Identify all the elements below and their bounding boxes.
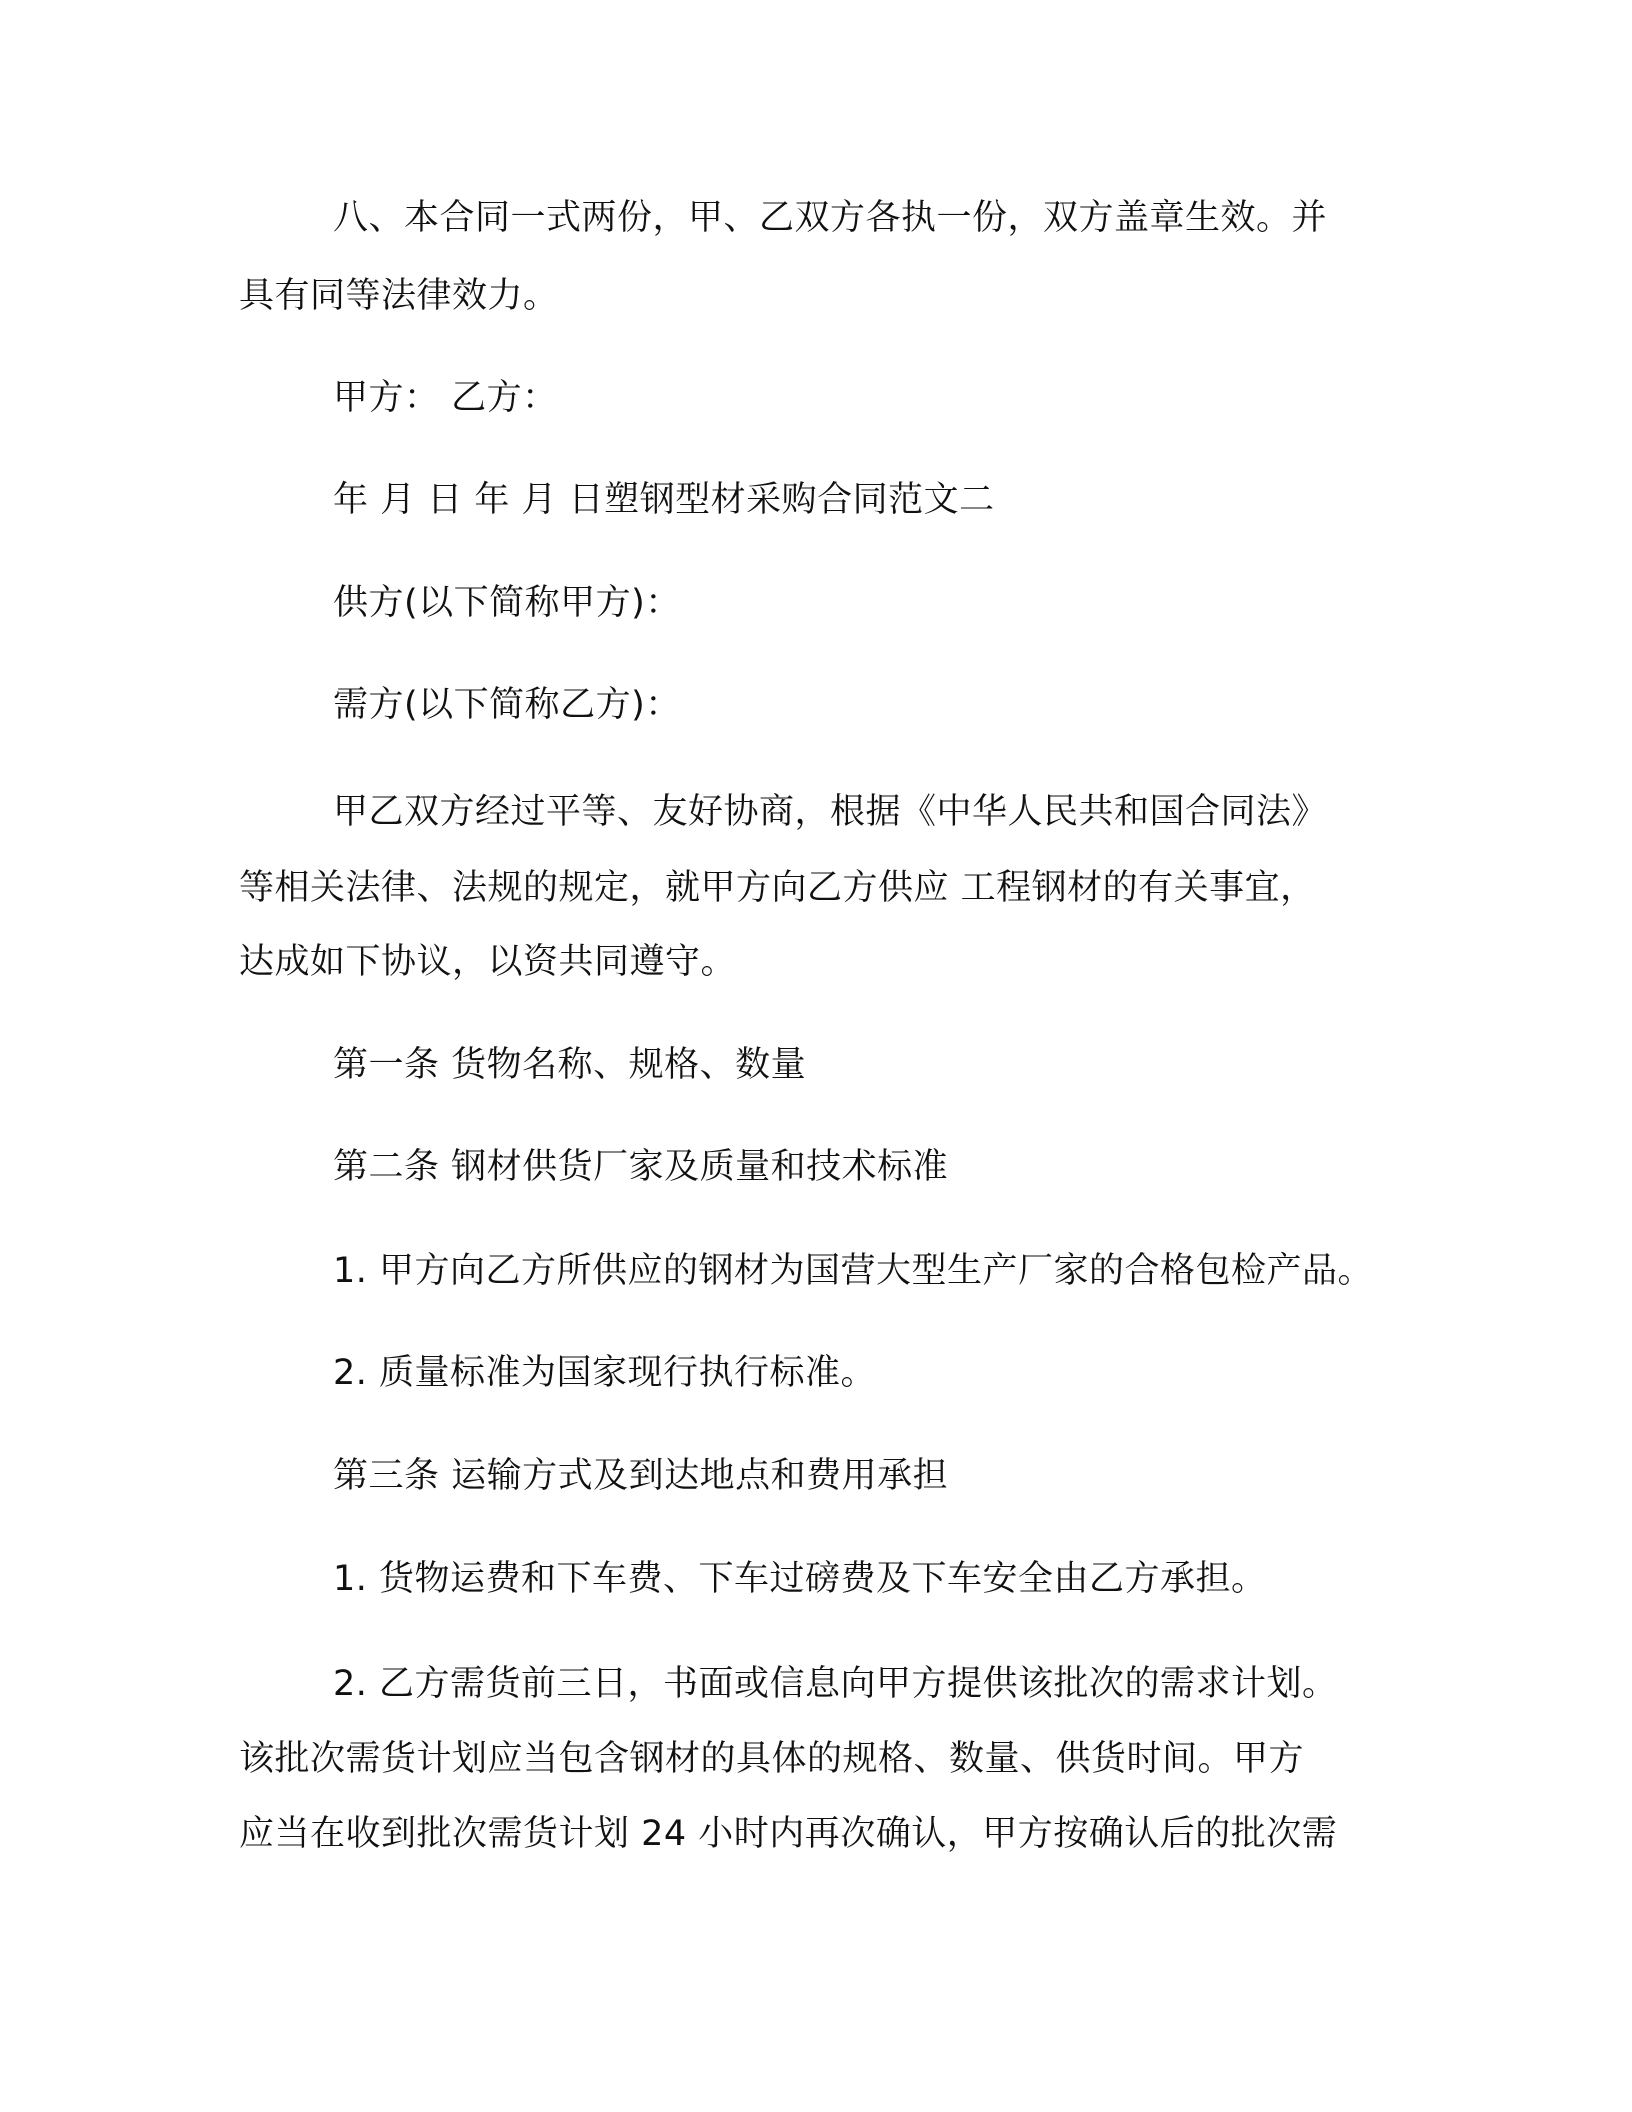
preamble-line-2: 等相关法律、法规的规定，就甲方向乙方供应 工程钢材的有关事宜， [239, 868, 1316, 908]
date-and-title-line: 年 月 日 年 月 日塑钢型材采购合同范文二 [333, 480, 995, 520]
preamble-line-3: 达成如下协议，以资共同遵守。 [239, 942, 737, 982]
article-3-heading: 第三条 运输方式及到达地点和费用承担 [333, 1456, 949, 1496]
article-3-item-1: 1. 货物运费和下车费、下车过磅费及下车安全由乙方承担。 [333, 1559, 1267, 1599]
preamble-line-1: 甲乙双方经过平等、友好协商，根据《中华人民共和国合同法》 [333, 792, 1328, 832]
article-2-heading: 第二条 钢材供货厂家及质量和技术标准 [333, 1147, 949, 1187]
buyer-line: 需方(以下简称乙方)： [333, 685, 681, 725]
signature-parties: 甲方： 乙方： [333, 378, 558, 418]
clause-8-line-1: 八、本合同一式两份，甲、乙双方各执一份，双方盖章生效。并 [333, 198, 1328, 238]
article-2-item-1: 1. 甲方向乙方所供应的钢材为国营大型生产厂家的合格包检产品。 [333, 1251, 1374, 1291]
article-2-item-2: 2. 质量标准为国家现行执行标准。 [333, 1353, 877, 1393]
article-3-item-2-line-2: 该批次需货计划应当包含钢材的具体的规格、数量、供货时间。甲方 [239, 1739, 1305, 1779]
supplier-line: 供方(以下简称甲方)： [333, 583, 681, 623]
article-3-item-2-line-3: 应当在收到批次需货计划 24 小时内再次确认，甲方按确认后的批次需 [239, 1814, 1338, 1854]
clause-8-line-2: 具有同等法律效力。 [239, 276, 559, 316]
article-3-item-2-line-1: 2. 乙方需货前三日，书面或信息向甲方提供该批次的需求计划。 [333, 1664, 1338, 1704]
article-1-heading: 第一条 货物名称、规格、数量 [333, 1045, 807, 1085]
